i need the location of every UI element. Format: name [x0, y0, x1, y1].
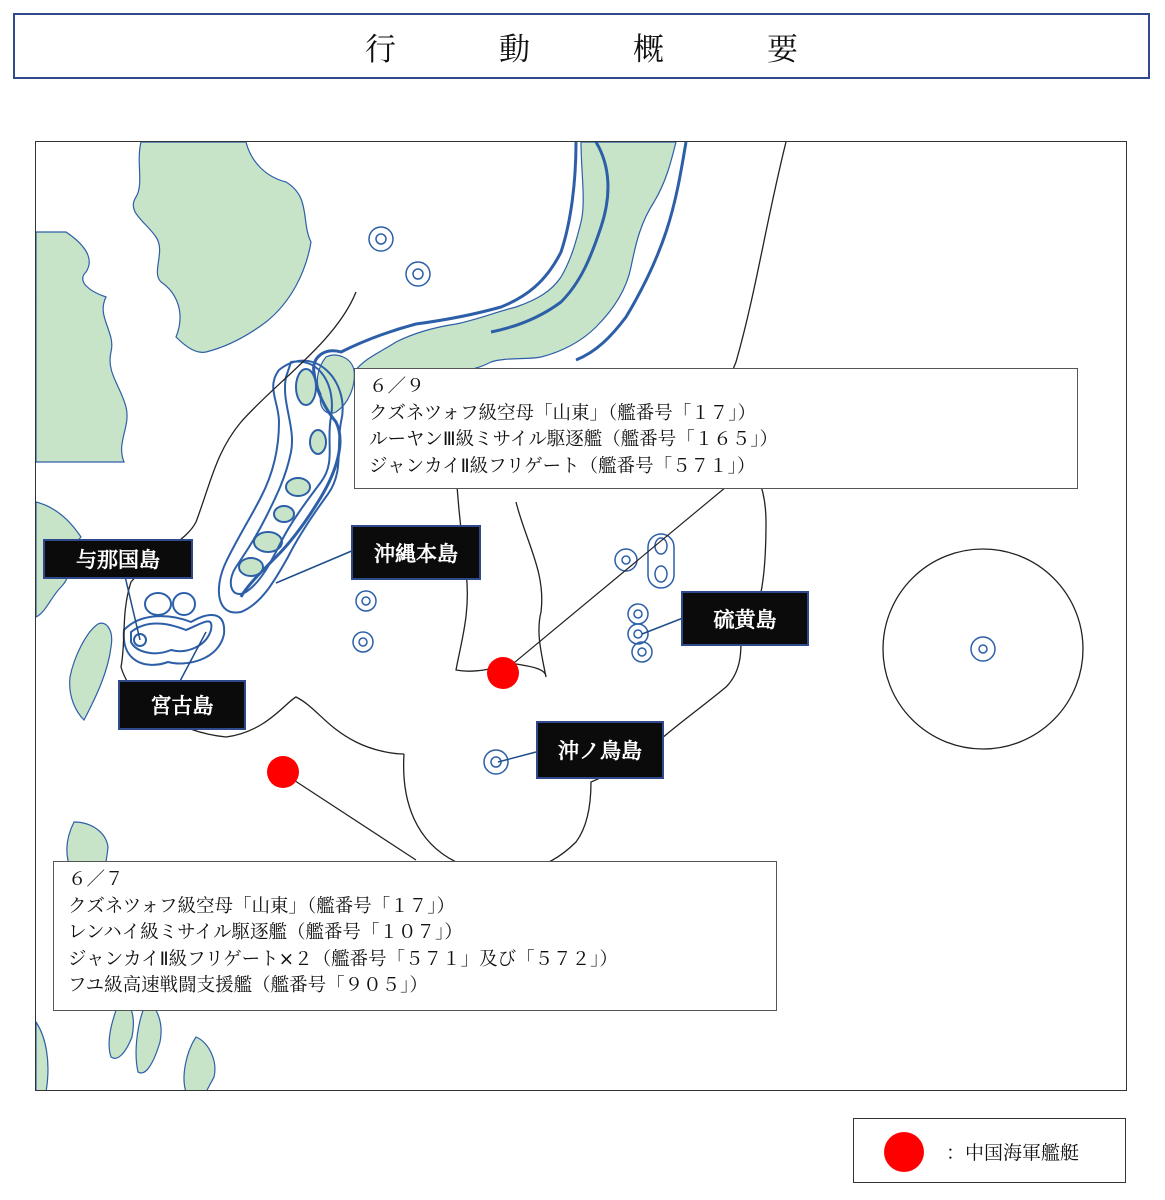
event-line: クズネツォフ級空母「山東」（艦番号「１７」） — [68, 895, 456, 917]
event-line: ルーヤンⅢ級ミサイル駆逐艦（艦番号「１６５」） — [369, 429, 779, 450]
ship-marker-jun9 — [487, 657, 519, 689]
label-miyako-text: 宮古島 — [150, 694, 214, 718]
event-line: ジャンカイⅡ級フリゲート（艦番号「５７１」） — [369, 455, 756, 477]
land-korea — [133, 142, 311, 352]
minamitorishima-islet — [971, 637, 995, 661]
land-japan — [354, 142, 676, 384]
map-frame — [35, 141, 1127, 1091]
label-okinawa — [351, 525, 481, 580]
event-box-jun7 — [53, 861, 777, 1011]
label-yonaguni — [43, 539, 193, 579]
ship-marker-jun7 — [267, 756, 299, 788]
label-yonaguni-text: 与那国島 — [76, 548, 160, 572]
title-box — [13, 13, 1150, 79]
event-line: ジャンカイⅡ級フリゲート×２（艦番号「５７１」及び「５７２」） — [68, 948, 618, 970]
daito-islets — [353, 591, 376, 652]
event-date: ６／７ — [68, 869, 124, 890]
page-title: 行 動 概 要 — [365, 31, 834, 68]
event-date: ６／９ — [369, 376, 425, 397]
label-okinotori — [536, 721, 664, 779]
event-line: レンハイ級ミサイル駆逐艦（艦番号「１０７」） — [68, 922, 463, 943]
legend-label: ：中国海軍艦艇 — [946, 1142, 1080, 1164]
land-taiwan — [70, 623, 112, 720]
red-circle-marker-icon — [884, 1132, 924, 1172]
minamitorishima-eez — [883, 549, 1083, 749]
okinotorishima-islet — [484, 750, 508, 774]
ryukyu-islands — [239, 369, 326, 576]
land-china-coast — [36, 232, 127, 462]
label-okinawa-text: 沖縄本島 — [374, 541, 458, 566]
event-box-jun9 — [354, 368, 1078, 489]
event-line: クズネツォフ級空母「山東」（艦番号「１７」） — [369, 402, 757, 424]
label-iwoto — [681, 591, 809, 646]
label-okinotori-text: 沖ノ鳥島 — [558, 739, 642, 763]
label-miyako — [118, 680, 246, 730]
legend — [853, 1118, 1126, 1183]
event-line: フユ級高速戦闘支援艦（艦番号「９０５」） — [68, 975, 428, 996]
sakishima-islands — [124, 593, 224, 665]
label-iwoto-text: 硫黄島 — [713, 607, 777, 632]
ogasawara-islands — [615, 534, 674, 662]
tsushima-islets — [369, 227, 430, 286]
